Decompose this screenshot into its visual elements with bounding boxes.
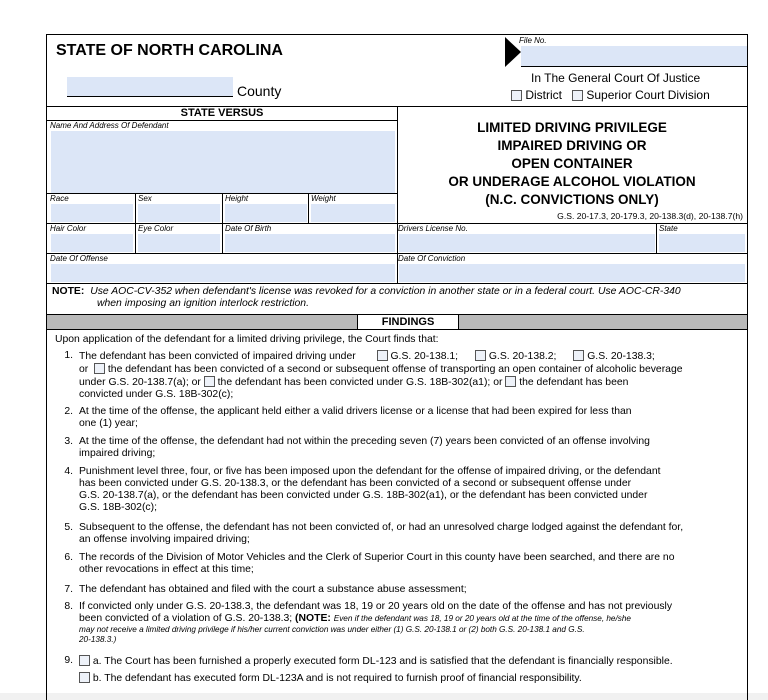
date-offense-label: Date Of Offense <box>50 254 108 263</box>
intro-text: Upon application of the defendant for a limited driving privilege, the Court finds that: <box>55 334 439 345</box>
finding-6-text <box>79 552 741 576</box>
finding-7-text: The defendant has obtained and filed with the court a substance abuse assessment; <box>79 584 467 595</box>
sex-label: Sex <box>138 194 152 203</box>
height-field[interactable] <box>225 204 307 222</box>
hair-color-field[interactable] <box>51 234 133 252</box>
finding-4-line-3: G.S. 20-138.7(a), or the defendant has been convicted under G.S. 18B-302(a1), or the defendant has been convicted under <box>79 490 648 501</box>
finding-8-line-4: 20-138.3.) <box>79 635 117 644</box>
file-no-field[interactable] <box>521 46 747 66</box>
finding-3-line-1: At the time of the offense, the defendant had not within the preceding seven (7) years been convicted of an offense involving <box>79 436 650 447</box>
form-title <box>399 119 745 209</box>
finding-8-line-3: may not receive a limited driving privilege if his/her current conviction was under either (1) G.S. 20-138.1 or (2) both G.S. 20-138.1 and G.S. <box>79 625 585 634</box>
gs-20-138-2-label: G.S. 20-138.2; <box>488 351 557 362</box>
state-heading: STATE OF NORTH CAROLINA <box>56 42 283 59</box>
finding-8-line-2: been convicted of a violation of G.S. 20-138.3; <box>79 613 293 624</box>
race-label: Race <box>50 194 69 203</box>
gs-20-138-3-label: G.S. 20-138.3; <box>587 351 655 362</box>
finding-6-line-2: other revocations in effect at this time; <box>79 564 254 575</box>
county-label: County <box>237 83 282 99</box>
dl-123-checkbox[interactable] <box>79 655 90 666</box>
court-division <box>511 88 710 102</box>
dob-field[interactable] <box>225 234 395 252</box>
state-col-divider <box>656 223 657 253</box>
finding-2-line-1: At the time of the offense, the applicant held either a valid drivers license or a license that had been expired for less than <box>79 406 632 417</box>
statute-refs: G.S. 20-17.3, 20-179.3, 20-138.3(d), 20-138.7(h) <box>557 211 743 221</box>
open-container-checkbox[interactable] <box>94 363 105 374</box>
note-line-2: when imposing an ignition interlock restriction. <box>97 298 309 309</box>
finding-1-e: the defendant has been <box>519 377 629 388</box>
finding-1-a: The defendant has been convicted of impaired driving under <box>79 351 356 362</box>
superior-label: Superior Court Division <box>586 88 710 102</box>
sex-field[interactable] <box>138 204 220 222</box>
finding-4-line-2: has been convicted under G.S. 20-138.3, or the defendant has been convicted of a second or subsequent offense under <box>79 478 632 489</box>
height-label: Height <box>225 194 249 203</box>
race-field[interactable] <box>51 204 133 222</box>
finding-9-a: a. The Court has been furnished a properly executed form DL-123 and is satisfied that the defendant is financially responsible. <box>92 656 673 667</box>
finding-1-or: or <box>79 364 89 375</box>
finding-1-c: under G.S. 20-138.7(a); or <box>79 377 201 388</box>
file-no-underline <box>521 66 747 67</box>
gs-20-138-1-checkbox[interactable] <box>377 350 388 361</box>
finding-1-b: the defendant has been convicted of a second or subsequent offense of transporting an open container of alcoholic beverage <box>107 364 683 375</box>
eye-color-field[interactable] <box>138 234 220 252</box>
license-label: Drivers License No. <box>398 224 468 233</box>
weight-label: Weight <box>311 194 336 203</box>
finding-8-note-label: (NOTE: <box>295 613 331 624</box>
gs-20-138-1-label: G.S. 20-138.1; <box>390 351 459 362</box>
finding-1-f: convicted under G.S. 18B-302(c); <box>79 389 234 400</box>
finding-9-number: 9. <box>64 655 73 666</box>
title-line-3: OPEN CONTAINER <box>511 156 633 171</box>
note-block <box>52 286 744 310</box>
gs-18b-302-c-checkbox[interactable] <box>505 376 516 387</box>
finding-5-line-2: an offense involving impaired driving; <box>79 534 250 545</box>
finding-1 <box>47 350 747 402</box>
findings-bottom <box>47 329 747 330</box>
dl-123a-checkbox[interactable] <box>79 672 90 683</box>
finding-8-text <box>79 601 741 645</box>
finding-2-text <box>79 406 741 430</box>
note-line-1: Use AOC-CV-352 when defendant's license was revoked for a conviction in another state or in a federal court. Use AOC-CR-340 <box>90 286 681 297</box>
finding-1-text <box>79 350 741 401</box>
gs-20-138-3-checkbox[interactable] <box>573 350 584 361</box>
name-address-label: Name And Address Of Defendant <box>50 121 169 130</box>
conviction-date-label: Date Of Conviction <box>398 254 466 263</box>
findings-heading: FINDINGS <box>357 315 459 329</box>
title-line-2: IMPAIRED DRIVING OR <box>497 138 647 153</box>
finding-5-line-1: Subsequent to the offense, the defendant has not been convicted of, or had an unresolved charge lodged against the defendant for, <box>79 522 684 533</box>
form-frame <box>46 34 748 700</box>
finding-9-b: b. The defendant has executed form DL-123A and is not required to furnish proof of financial responsibility. <box>92 673 582 684</box>
finding-8-note-text: Even if the defendant was 18, 19 or 20 years old at the time of the offense, he/she <box>333 614 631 623</box>
license-field[interactable] <box>399 234 655 252</box>
finding-4-line-1: Punishment level three, four, or five has been imposed upon the defendant for the offense of impaired driving, or the defendant <box>79 466 661 477</box>
finding-7-number: 7. <box>64 584 73 595</box>
license-state-label: State <box>659 224 678 233</box>
findings-bar <box>47 315 747 329</box>
hair-color-label: Hair Color <box>50 224 87 233</box>
finding-3-number: 3. <box>64 436 73 447</box>
finding-1-number: 1. <box>64 350 73 361</box>
finding-8-line-1: If convicted only under G.S. 20-138.3, the defendant was 18, 19 or 20 years old on the date of the offense and has not previously <box>79 601 673 612</box>
gs-20-138-2-checkbox[interactable] <box>475 350 486 361</box>
court-line: In The General Court Of Justice <box>531 71 701 85</box>
finding-2-line-2: one (1) year; <box>79 418 138 429</box>
finding-8-number: 8. <box>64 601 73 612</box>
finding-5-text <box>79 522 741 546</box>
finding-6-number: 6. <box>64 552 73 563</box>
finding-9-text <box>79 655 741 685</box>
finding-3-line-2: impaired driving; <box>79 448 156 459</box>
finding-1-d: the defendant has been convicted under G.S. 18B-302(a1); or <box>217 377 503 388</box>
county-line <box>67 96 233 97</box>
file-no-label: File No. <box>519 36 547 45</box>
license-state-field[interactable] <box>659 234 745 252</box>
conviction-date-field[interactable] <box>399 264 745 282</box>
note-top <box>47 283 747 284</box>
title-line-1: LIMITED DRIVING PRIVILEGE <box>477 120 667 135</box>
finding-6-line-1: The records of the Division of Motor Vehicles and the Clerk of Superior Court in this county have been searched, and there are no <box>79 552 675 563</box>
eye-color-label: Eye Color <box>138 224 174 233</box>
col-divider-3 <box>308 193 309 223</box>
title-line-5: (N.C. CONVICTIONS ONLY) <box>485 192 659 207</box>
county-field[interactable] <box>67 77 233 96</box>
name-address-field[interactable] <box>51 131 395 193</box>
district-checkbox[interactable] <box>511 90 522 101</box>
state-versus-label: STATE VERSUS <box>180 107 264 119</box>
district-label: District <box>525 88 563 102</box>
finding-4-line-4: G.S. 18B-302(c); <box>79 502 157 513</box>
title-line-4: OR UNDERAGE ALCOHOL VIOLATION <box>448 174 696 189</box>
finding-3-text <box>79 436 741 460</box>
dob-label: Date Of Birth <box>225 224 272 233</box>
finding-5-number: 5. <box>64 522 73 533</box>
finding-2-number: 2. <box>64 406 73 417</box>
finding-4-number: 4. <box>64 466 73 477</box>
superior-checkbox[interactable] <box>572 90 583 101</box>
note-label: NOTE: <box>52 286 85 297</box>
offense-row-top <box>47 253 747 254</box>
weight-field[interactable] <box>311 204 395 222</box>
gs-18b-302-a1-checkbox[interactable] <box>204 376 215 387</box>
finding-4-text <box>79 466 741 514</box>
date-offense-field[interactable] <box>51 264 395 282</box>
